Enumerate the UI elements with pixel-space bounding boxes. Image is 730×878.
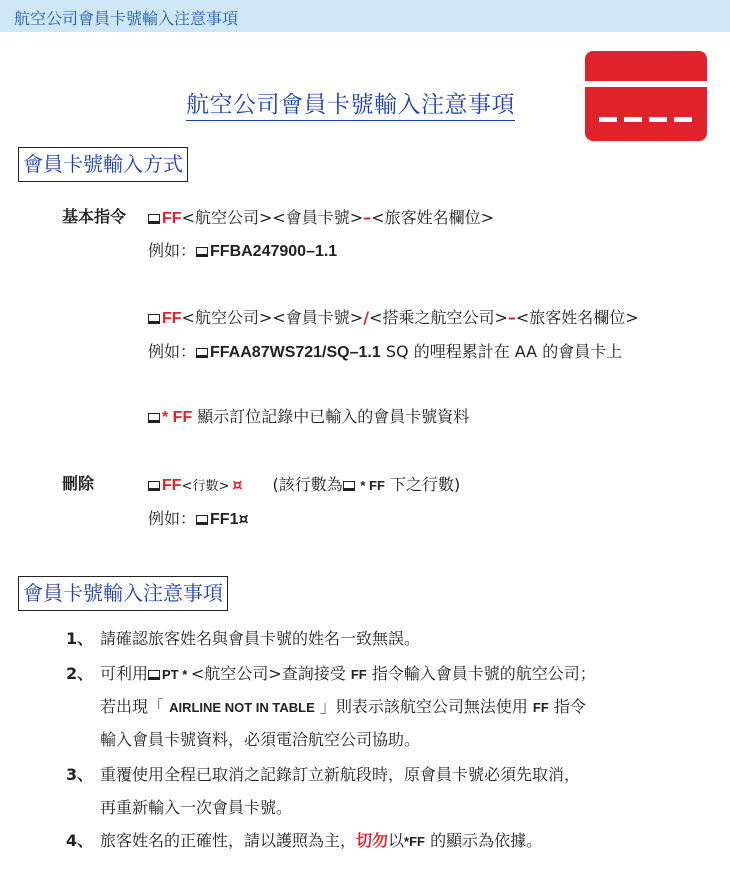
basic-command-label: 基本指令 — [62, 207, 127, 226]
section-heading-notes: 會員卡號輸入注意事項 — [18, 576, 228, 611]
terminal-icon — [196, 515, 208, 525]
terminal-icon — [148, 481, 160, 491]
note-item-3: 3、 重覆使用全程已取消之記錄訂立新航段時，原會員卡號必須先取消， — [66, 765, 581, 784]
terminal-icon — [196, 247, 208, 257]
enter-icon: ¤ — [232, 475, 243, 494]
command-line-1: FF<航空公司><會員卡號>–<旅客姓名欄位> — [148, 205, 494, 228]
enter-icon: ¤ — [238, 509, 249, 528]
top-title: 航空公司會員卡號輸入注意事項 — [14, 9, 239, 28]
note-item-1: 1、 請確認旅客姓名與會員卡號的姓名一致無誤。 — [66, 629, 421, 648]
top-title-bar — [0, 0, 730, 32]
terminal-icon — [343, 481, 355, 491]
note-item-2-line-3: 輸入會員卡號資料，必須電洽航空公司協助。 — [100, 730, 421, 749]
terminal-icon — [148, 413, 160, 423]
terminal-icon — [148, 670, 160, 680]
command-line-3: * FF 顯示訂位記錄中已輸入的會員卡號資料 — [148, 404, 469, 427]
note-item-2-line-2: 若出現「 AIRLINE NOT IN TABLE 」則表示該航空公司無法使用 FF 指令 — [100, 697, 586, 716]
delete-label: 刪除 — [62, 474, 95, 493]
example-line-2: 例如： FFAA87WS721/SQ–1.1 SQ 的哩程累計在 AA 的會員卡上 — [148, 342, 623, 361]
example-line-1: 例如： FFBA247900–1.1 — [148, 241, 338, 260]
section-heading-input-method: 會員卡號輸入方式 — [18, 147, 188, 182]
document-title: 航空公司會員卡號輸入注意事項 — [186, 86, 515, 121]
note-item-3-line-2: 再重新輸入一次會員卡號。 — [100, 798, 293, 817]
command-line-2: FF<航空公司><會員卡號>/<搭乘之航空公司>–<旅客姓名欄位> — [148, 305, 639, 328]
note-item-2: 2、 可利用 PT * <航空公司>查詢接受 FF 指令輸入會員卡號的航空公司； — [66, 664, 596, 683]
credit-card-icon — [585, 51, 707, 141]
note-item-4: 4、 旅客姓名的正確性，請以護照為主，切勿以*FF 的顯示為依據。 — [66, 831, 543, 850]
terminal-icon — [196, 348, 208, 358]
delete-command-line: FF<行數> ¤ (該行數為 * FF 下之行數) — [148, 472, 460, 495]
warning-text: 切勿 — [356, 831, 389, 850]
terminal-icon — [148, 314, 160, 324]
delete-example-line: 例如： FF1¤ — [148, 509, 249, 528]
terminal-icon — [148, 214, 160, 224]
